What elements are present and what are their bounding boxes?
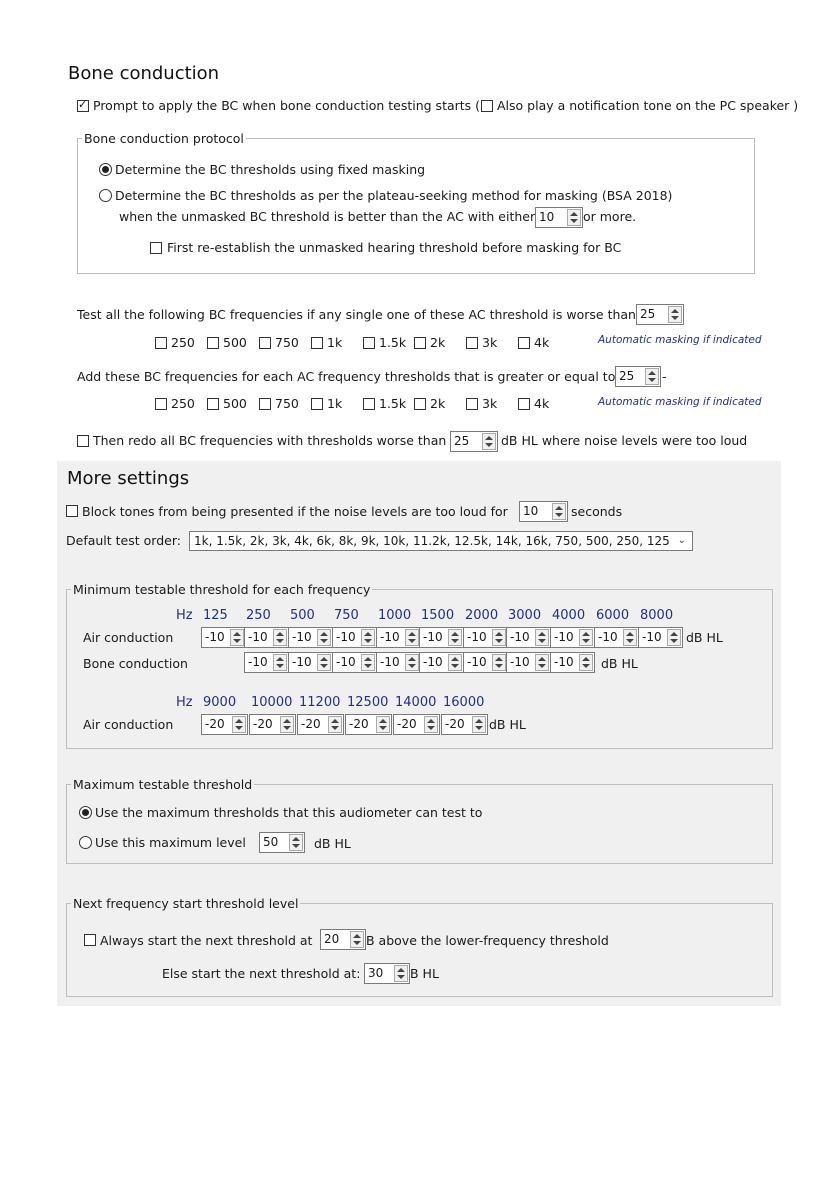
add-freq-label-6: 3k: [482, 396, 498, 411]
min-ac-spinner-1[interactable]: [244, 627, 289, 648]
test-all-freq-checkbox-7[interactable]: [518, 337, 530, 349]
add-freq-checkbox-0[interactable]: [155, 398, 167, 410]
max-audiometer-radio[interactable]: [79, 806, 92, 819]
test-all-freq-label-2: 750: [275, 335, 299, 350]
redo-checkbox[interactable]: [77, 435, 89, 447]
min-ac-unit: dB HL: [686, 630, 723, 645]
spinner-buttons[interactable]: [273, 654, 287, 671]
min-ac-label: Air conduction: [83, 630, 174, 645]
spinner-buttons[interactable]: [361, 654, 375, 671]
spinner-buttons[interactable]: [280, 716, 294, 733]
spinner-buttons[interactable]: [405, 629, 419, 646]
min-bc-spinner-1-value: -10: [292, 655, 312, 669]
add-freq-checkbox-6[interactable]: [466, 398, 478, 410]
min-ac-spinner-6-value: -10: [467, 630, 487, 644]
else-start-value: 30: [368, 966, 384, 980]
always-start-spinner[interactable]: [320, 929, 366, 950]
test-all-freq-checkbox-5[interactable]: [414, 337, 426, 349]
fixed-masking-label: Determine the BC thresholds using fixed masking: [115, 162, 426, 177]
min-freq-header-9: 6000: [596, 608, 630, 623]
min-bc-spinner-5[interactable]: [463, 652, 508, 673]
min-freq-header-10: 8000: [640, 608, 674, 623]
test-all-freq-checkbox-2[interactable]: [259, 337, 271, 349]
spinner-buttons[interactable]: [350, 931, 364, 948]
min-ac-spinner-0-value: -10: [205, 630, 225, 644]
min-freq-header-1: 250: [246, 608, 271, 623]
always-start-label: Always start the next threshold at: [100, 933, 313, 948]
test-all-freq-checkbox-6[interactable]: [466, 337, 478, 349]
spinner-buttons[interactable]: [230, 629, 244, 646]
when-threshold-value: 10: [539, 210, 555, 224]
test-all-label: Test all the following BC frequencies if any single one of these AC threshold is worse than: [77, 307, 636, 322]
min-ac2-spinner-4-value: -20: [397, 717, 417, 731]
spinner-buttons[interactable]: [579, 654, 593, 671]
add-freq-checkbox-1[interactable]: [207, 398, 219, 410]
test-order-value: 1k, 1.5k, 2k, 3k, 4k, 6k, 8k, 9k, 10k, 11.2k, 12.5k, 14k, 16k, 750, 500, 250, 125: [194, 534, 670, 548]
test-order-select[interactable]: [189, 531, 693, 551]
more-settings-title: More settings: [67, 468, 190, 489]
reestablish-checkbox[interactable]: [150, 242, 162, 254]
min-bc-spinner-2[interactable]: [332, 652, 377, 673]
test-all-freq-label-4: 1.5k: [379, 335, 407, 350]
next-threshold-group: [66, 903, 773, 997]
min-bc-spinner-3[interactable]: [376, 652, 421, 673]
prompt-bc-checkbox[interactable]: [77, 100, 89, 112]
spinner-buttons[interactable]: [552, 503, 566, 520]
else-start-spinner[interactable]: [364, 963, 410, 984]
bc-protocol-legend: Bone conduction protocol: [84, 131, 244, 146]
min-ac2-spinner-5-value: -20: [445, 717, 465, 731]
spinner-buttons[interactable]: [394, 965, 408, 982]
min-ac-spinner-7[interactable]: [506, 627, 551, 648]
max-threshold-group: [66, 784, 773, 864]
test-all-freq-label-5: 2k: [430, 335, 446, 350]
notification-tone-checkbox[interactable]: [481, 100, 493, 112]
min-freq2-header-0: 9000: [203, 695, 237, 710]
add-bc-spinner[interactable]: [615, 366, 661, 387]
min-ac-spinner-4-value: -10: [380, 630, 400, 644]
spinner-buttons[interactable]: [535, 654, 549, 671]
min-ac-spinner-6[interactable]: [463, 627, 508, 648]
min-bc-spinner-4-value: -10: [423, 655, 443, 669]
chevron-down-icon: ⌄: [677, 535, 686, 546]
min-ac-spinner-4[interactable]: [376, 627, 421, 648]
add-freq-checkbox-2[interactable]: [259, 398, 271, 410]
redo-value: 25: [454, 434, 470, 448]
test-order-label: Default test order:: [66, 533, 181, 548]
min-bc-unit: dB HL: [601, 656, 638, 671]
when-unmasked-label: when the unmasked BC threshold is better than the AC with either: [119, 209, 536, 224]
max-level-unit: dB HL: [314, 836, 351, 851]
add-freq-label-4: 1.5k: [379, 396, 407, 411]
min-bc-spinner-1[interactable]: [288, 652, 333, 673]
min-freq-header-3: 750: [334, 608, 359, 623]
min-ac2-label: Air conduction: [83, 717, 174, 732]
min-ac-spinner-8-value: -10: [554, 630, 574, 644]
spinner-buttons[interactable]: [667, 629, 681, 646]
prompt-bc-label: Prompt to apply the BC when bone conduction testing starts (: [93, 98, 481, 113]
min-ac-spinner-2-value: -10: [292, 630, 312, 644]
spinner-buttons[interactable]: [448, 629, 462, 646]
test-all-auto-masking-note: Automatic masking if indicated: [598, 334, 762, 346]
test-all-freq-label-3: 1k: [327, 335, 343, 350]
redo-suffix: dB HL where noise levels were too loud: [501, 433, 748, 448]
block-seconds-value: 10: [523, 504, 539, 518]
spinner-buttons[interactable]: [645, 368, 659, 385]
min-ac-spinner-9-value: -10: [598, 630, 618, 644]
min-ac2-spinner-4[interactable]: [393, 714, 440, 735]
when-threshold-spinner[interactable]: [535, 207, 583, 228]
min-ac2-unit: dB HL: [489, 717, 526, 732]
when-suffix: or more.: [583, 209, 637, 224]
add-freq-label-2: 750: [275, 396, 299, 411]
spinner-buttons[interactable]: [424, 716, 438, 733]
min-ac2-spinner-3-value: -20: [349, 717, 369, 731]
min-bc-spinner-6-value: -10: [510, 655, 530, 669]
max-threshold-legend: Maximum testable threshold: [73, 777, 253, 792]
min-bc-label: Bone conduction: [83, 656, 188, 671]
min-ac-spinner-3[interactable]: [332, 627, 377, 648]
test-all-freq-label-7: 4k: [534, 335, 550, 350]
min-freq-header-0: 125: [203, 608, 228, 623]
min-ac-spinner-2[interactable]: [288, 627, 333, 648]
min-freq-header-2: 500: [290, 608, 315, 623]
min-ac2-spinner-3[interactable]: [345, 714, 392, 735]
min-ac-spinner-5[interactable]: [419, 627, 464, 648]
else-start-label: Else start the next threshold at:: [162, 966, 361, 981]
min-freq-header-4: 1000: [378, 608, 412, 623]
fixed-masking-radio[interactable]: [99, 163, 112, 176]
add-auto-masking-note: Automatic masking if indicated: [598, 396, 762, 408]
min-freq-header-8: 4000: [552, 608, 586, 623]
test-all-freq-checkbox-0[interactable]: [155, 337, 167, 349]
min-freq2-header-3: 12500: [347, 695, 389, 710]
min-ac-spinner-8[interactable]: [550, 627, 595, 648]
min-ac-spinner-10[interactable]: [638, 627, 683, 648]
add-bc-value: 25: [619, 369, 635, 383]
add-freq-label-0: 250: [171, 396, 195, 411]
add-freq-checkbox-5[interactable]: [414, 398, 426, 410]
min-ac2-spinner-5[interactable]: [441, 714, 488, 735]
min-bc-spinner-0[interactable]: [244, 652, 289, 673]
block-tones-checkbox[interactable]: [66, 505, 78, 517]
add-bc-suffix: -: [662, 369, 667, 384]
reestablish-label: First re-establish the unmasked hearing threshold before masking for BC: [167, 240, 622, 255]
min-ac2-spinner-2[interactable]: [297, 714, 344, 735]
spinner-buttons[interactable]: [289, 834, 303, 851]
min-freq2-header-4: 14000: [395, 695, 437, 710]
min-freq2-header-2: 11200: [299, 695, 341, 710]
test-all-freq-label-1: 500: [223, 335, 247, 350]
min-bc-spinner-7[interactable]: [550, 652, 595, 673]
min-ac2-spinner-0[interactable]: [201, 714, 248, 735]
bone-conduction-title: Bone conduction: [68, 63, 220, 84]
spinner-buttons[interactable]: [492, 654, 506, 671]
spinner-buttons[interactable]: [567, 209, 581, 226]
spinner-buttons[interactable]: [535, 629, 549, 646]
min-bc-spinner-6[interactable]: [506, 652, 551, 673]
spinner-buttons[interactable]: [361, 629, 375, 646]
add-freq-label-1: 500: [223, 396, 247, 411]
min-bc-spinner-0-value: -10: [248, 655, 268, 669]
min-ac2-spinner-0-value: -20: [205, 717, 225, 731]
max-level-value: 50: [263, 835, 279, 849]
max-audiometer-label: Use the maximum thresholds that this audiometer can test to: [95, 805, 483, 820]
spinner-buttons[interactable]: [668, 306, 682, 323]
add-freq-checkbox-7[interactable]: [518, 398, 530, 410]
spinner-buttons[interactable]: [579, 629, 593, 646]
test-all-freq-checkbox-3[interactable]: [311, 337, 323, 349]
add-freq-label-5: 2k: [430, 396, 446, 411]
test-all-spinner[interactable]: [636, 304, 684, 325]
min-bc-spinner-5-value: -10: [467, 655, 487, 669]
plateau-method-label: Determine the BC thresholds as per the plateau-seeking method for masking (BSA 2018): [115, 188, 673, 203]
min-freq-header-5: 1500: [421, 608, 455, 623]
spinner-buttons[interactable]: [405, 654, 419, 671]
next-threshold-legend: Next frequency start threshold level: [73, 896, 299, 911]
spinner-buttons[interactable]: [232, 716, 246, 733]
notification-tone-label: Also play a notification tone on the PC speaker ): [497, 98, 799, 113]
min-ac-spinner-1-value: -10: [248, 630, 268, 644]
min-ac-spinner-0[interactable]: [201, 627, 246, 648]
spinner-buttons[interactable]: [472, 716, 486, 733]
min-freq-header-7: 3000: [508, 608, 542, 623]
hz-label-row1: Hz: [176, 608, 193, 623]
spinner-buttons[interactable]: [492, 629, 506, 646]
spinner-buttons[interactable]: [317, 654, 331, 671]
always-start-checkbox[interactable]: [84, 934, 96, 946]
add-freq-checkbox-4[interactable]: [363, 398, 375, 410]
plateau-method-radio[interactable]: [99, 189, 112, 202]
add-freq-label-7: 4k: [534, 396, 550, 411]
min-freq-header-6: 2000: [465, 608, 499, 623]
min-bc-spinner-2-value: -10: [336, 655, 356, 669]
min-freq2-header-1: 10000: [251, 695, 293, 710]
min-ac-spinner-10-value: -10: [642, 630, 662, 644]
redo-label: Then redo all BC frequencies with thresholds worse than: [93, 433, 447, 448]
add-freq-checkbox-3[interactable]: [311, 398, 323, 410]
min-freq2-header-5: 16000: [443, 695, 485, 710]
block-tones-label: Block tones from being presented if the noise levels are too loud for: [82, 504, 508, 519]
add-bc-label: Add these BC frequencies for each AC frequency thresholds that is greater or equal to: [77, 369, 616, 384]
min-ac2-spinner-1[interactable]: [249, 714, 296, 735]
test-all-freq-label-6: 3k: [482, 335, 498, 350]
test-all-freq-checkbox-1[interactable]: [207, 337, 219, 349]
test-all-value: 25: [640, 307, 656, 321]
max-level-label: Use this maximum level: [95, 835, 246, 850]
min-threshold-legend: Minimum testable threshold for each frequency: [73, 582, 371, 597]
min-ac2-spinner-1-value: -20: [253, 717, 273, 731]
max-level-radio[interactable]: [79, 836, 92, 849]
min-ac2-spinner-2-value: -20: [301, 717, 321, 731]
always-start-value: 20: [324, 932, 340, 946]
spinner-buttons[interactable]: [482, 433, 496, 450]
min-bc-spinner-3-value: -10: [380, 655, 400, 669]
min-ac-spinner-5-value: -10: [423, 630, 443, 644]
else-start-suffix: B HL: [410, 966, 439, 981]
min-ac-spinner-3-value: -10: [336, 630, 356, 644]
min-ac-spinner-9[interactable]: [594, 627, 639, 648]
block-seconds-suffix: seconds: [571, 504, 623, 519]
always-start-suffix: B above the lower-frequency threshold: [366, 933, 609, 948]
add-freq-label-3: 1k: [327, 396, 343, 411]
block-seconds-spinner[interactable]: [519, 501, 568, 522]
spinner-buttons[interactable]: [273, 629, 287, 646]
hz-label-row2: Hz: [176, 695, 193, 710]
spinner-buttons[interactable]: [623, 629, 637, 646]
min-ac-spinner-7-value: -10: [510, 630, 530, 644]
test-all-freq-label-0: 250: [171, 335, 195, 350]
spinner-buttons[interactable]: [328, 716, 342, 733]
spinner-buttons[interactable]: [317, 629, 331, 646]
min-bc-spinner-7-value: -10: [554, 655, 574, 669]
test-all-freq-checkbox-4[interactable]: [363, 337, 375, 349]
max-level-spinner[interactable]: [259, 832, 305, 853]
min-bc-spinner-4[interactable]: [419, 652, 464, 673]
spinner-buttons[interactable]: [376, 716, 390, 733]
spinner-buttons[interactable]: [448, 654, 462, 671]
redo-spinner[interactable]: [450, 431, 498, 452]
